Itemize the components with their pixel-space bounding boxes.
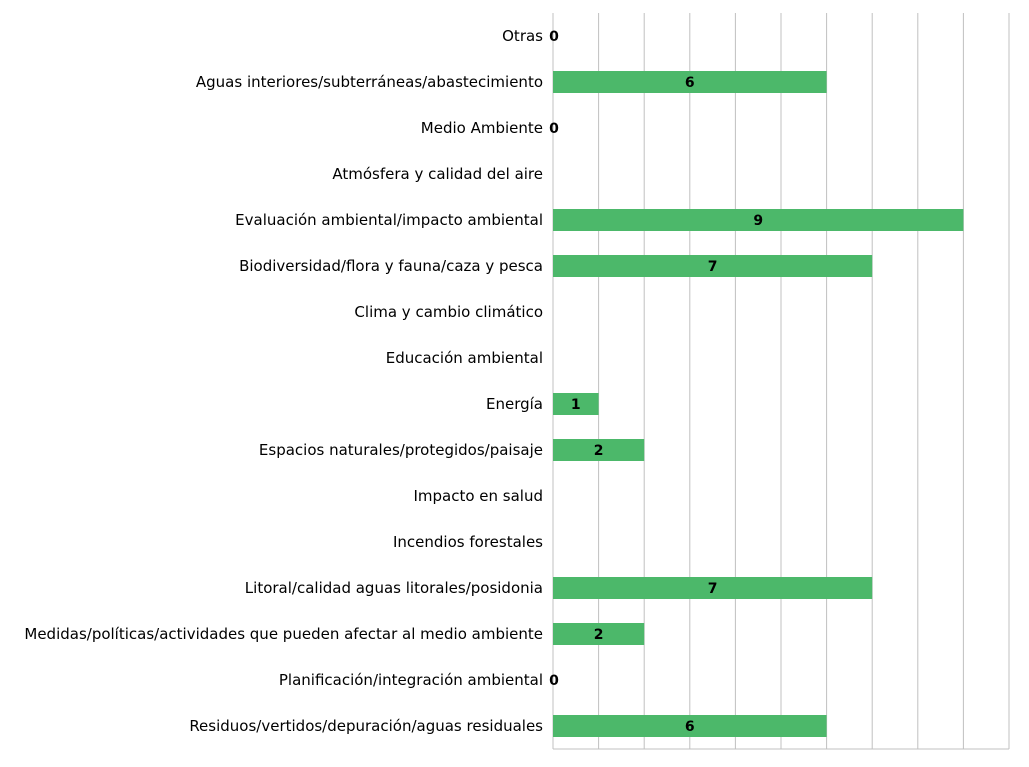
category-label: Energía [486, 395, 543, 413]
value-label: 0 [549, 29, 559, 45]
category-label: Residuos/vertidos/depuración/aguas residuales [189, 717, 543, 735]
value-label: 9 [753, 213, 764, 229]
category-label: Aguas interiores/subterráneas/abastecimiento [195, 73, 543, 91]
category-label: Biodiversidad/flora y fauna/caza y pesca [239, 257, 543, 275]
value-label: 0 [549, 121, 559, 137]
category-label: Educación ambiental [385, 349, 543, 367]
category-label: Medio Ambiente [420, 119, 543, 137]
category-label: Planificación/integración ambiental [278, 671, 543, 689]
category-label: Litoral/calidad aguas litorales/posidonia [244, 579, 543, 597]
category-label: Impacto en salud [413, 487, 543, 505]
category-label: Evaluación ambiental/impacto ambiental [235, 211, 543, 229]
value-label: 1 [570, 397, 581, 413]
value-label: 6 [684, 719, 695, 735]
category-label: Incendios forestales [393, 533, 543, 551]
value-label: 7 [707, 259, 718, 275]
value-label: 0 [549, 673, 559, 689]
category-label: Medidas/políticas/actividades que pueden afectar al medio ambiente [24, 625, 543, 643]
category-label: Atmósfera y calidad del aire [332, 165, 543, 183]
bars [553, 71, 963, 737]
value-label: 2 [593, 627, 604, 643]
value-label: 6 [684, 75, 695, 91]
value-label: 7 [707, 581, 718, 597]
category-label: Otras [502, 27, 543, 45]
category-labels [24, 27, 543, 735]
category-label: Clima y cambio climático [354, 303, 543, 321]
value-label: 2 [593, 443, 604, 459]
category-label: Espacios naturales/protegidos/paisaje [258, 441, 543, 459]
